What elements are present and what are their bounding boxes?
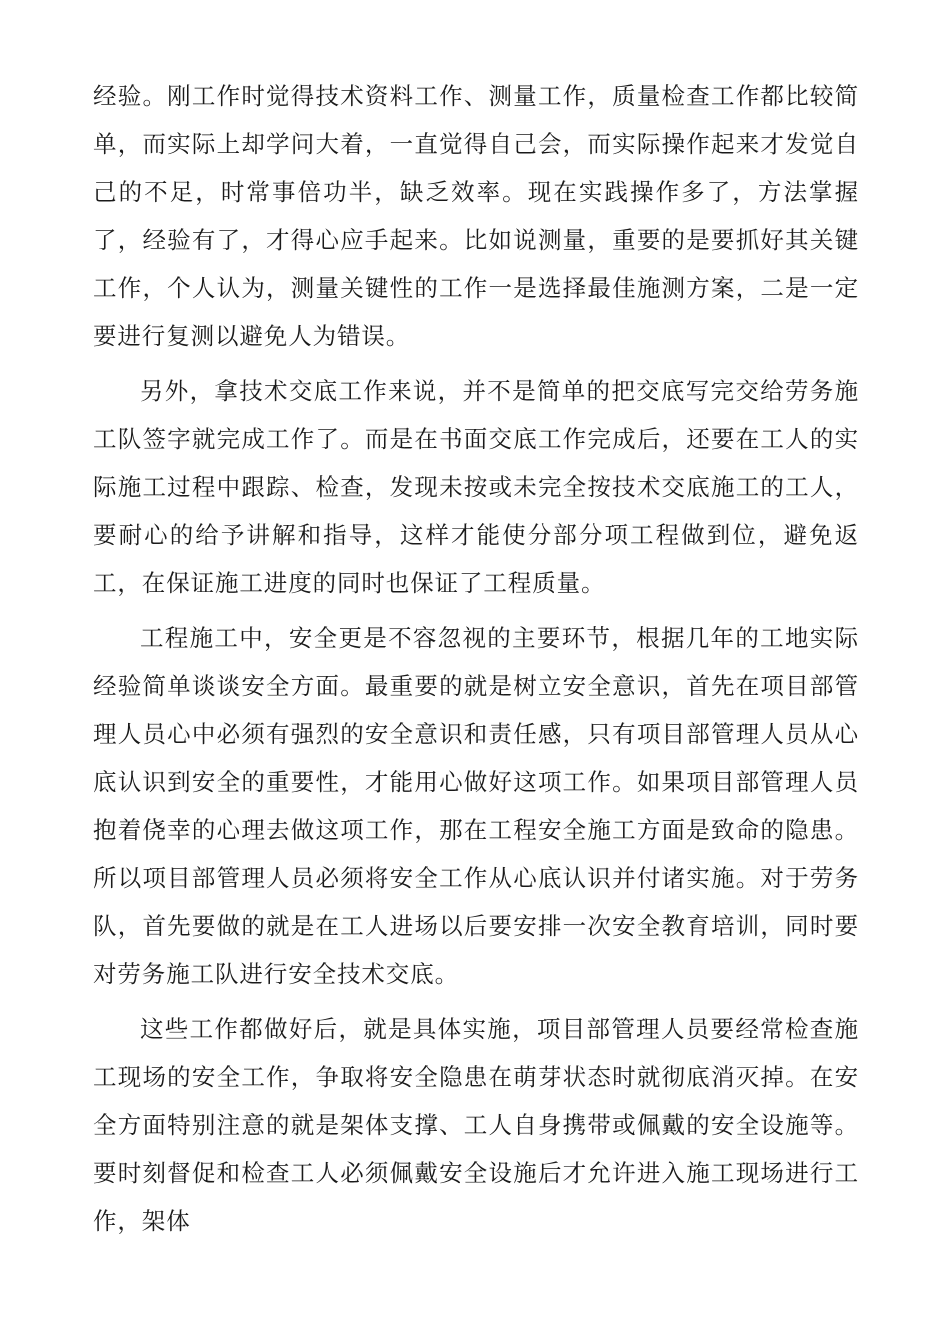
paragraph-3: 工程施工中，安全更是不容忽视的主要环节，根据几年的工地实际经验简单谈谈安全方面。最重要的就是树立安全意识，首先在项目部管理人员心中必须有强烈的安全意识和责任感，只有项目部管理人员从心底认识到安全的重要性，才能用心做好这项工作。如果项目部管理人员抱着侥幸的心理去做这项工作，那在工程安全施工方面是致命的隐患。所以项目部管理人员必须将安全工作从心底认识并付诸实施。对于劳务队，首先要做的就是在工人进场以后要安排一次安全教育培训，同时要对劳务施工队进行安全技术交底。 [93,624,859,988]
paragraph-4: 这些工作都做好后，就是具体实施，项目部管理人员要经常检查施工现场的安全工作，争取将安全隐患在萌芽状态时就彻底消灭掉。在安全方面特别注意的就是架体支撑、工人自身携带或佩戴的安全设施等。要时刻督促和检查工人必须佩戴安全设施后才允许进入施工现场进行工作，架体 [93,1015,859,1235]
paragraph-1: 经验。刚工作时觉得技术资料工作、测量工作，质量检查工作都比较简单，而实际上却学问大着，一直觉得自己会，而实际操作起来才发觉自己的不足，时常事倍功半，缺乏效率。现在实践操作多了，方法掌握了，经验有了，才得心应手起来。比如说测量，重要的是要抓好其关键工作，个人认为，测量关键性的工作一是选择最佳施测方案，二是一定要进行复测以避免人为错误。 [93,82,859,350]
body-text [93,72,859,1252]
paragraph-2: 另外，拿技术交底工作来说，并不是简单的把交底写完交给劳务施工队签字就完成工作了。而是在书面交底工作完成后，还要在工人的实际施工过程中跟踪、检查，发现未按或未完全按技术交底施工的工人，要耐心的给予讲解和指导，这样才能使分部分项工程做到位，避免返工，在保证施工进度的同时也保证了工程质量。 [93,377,859,597]
